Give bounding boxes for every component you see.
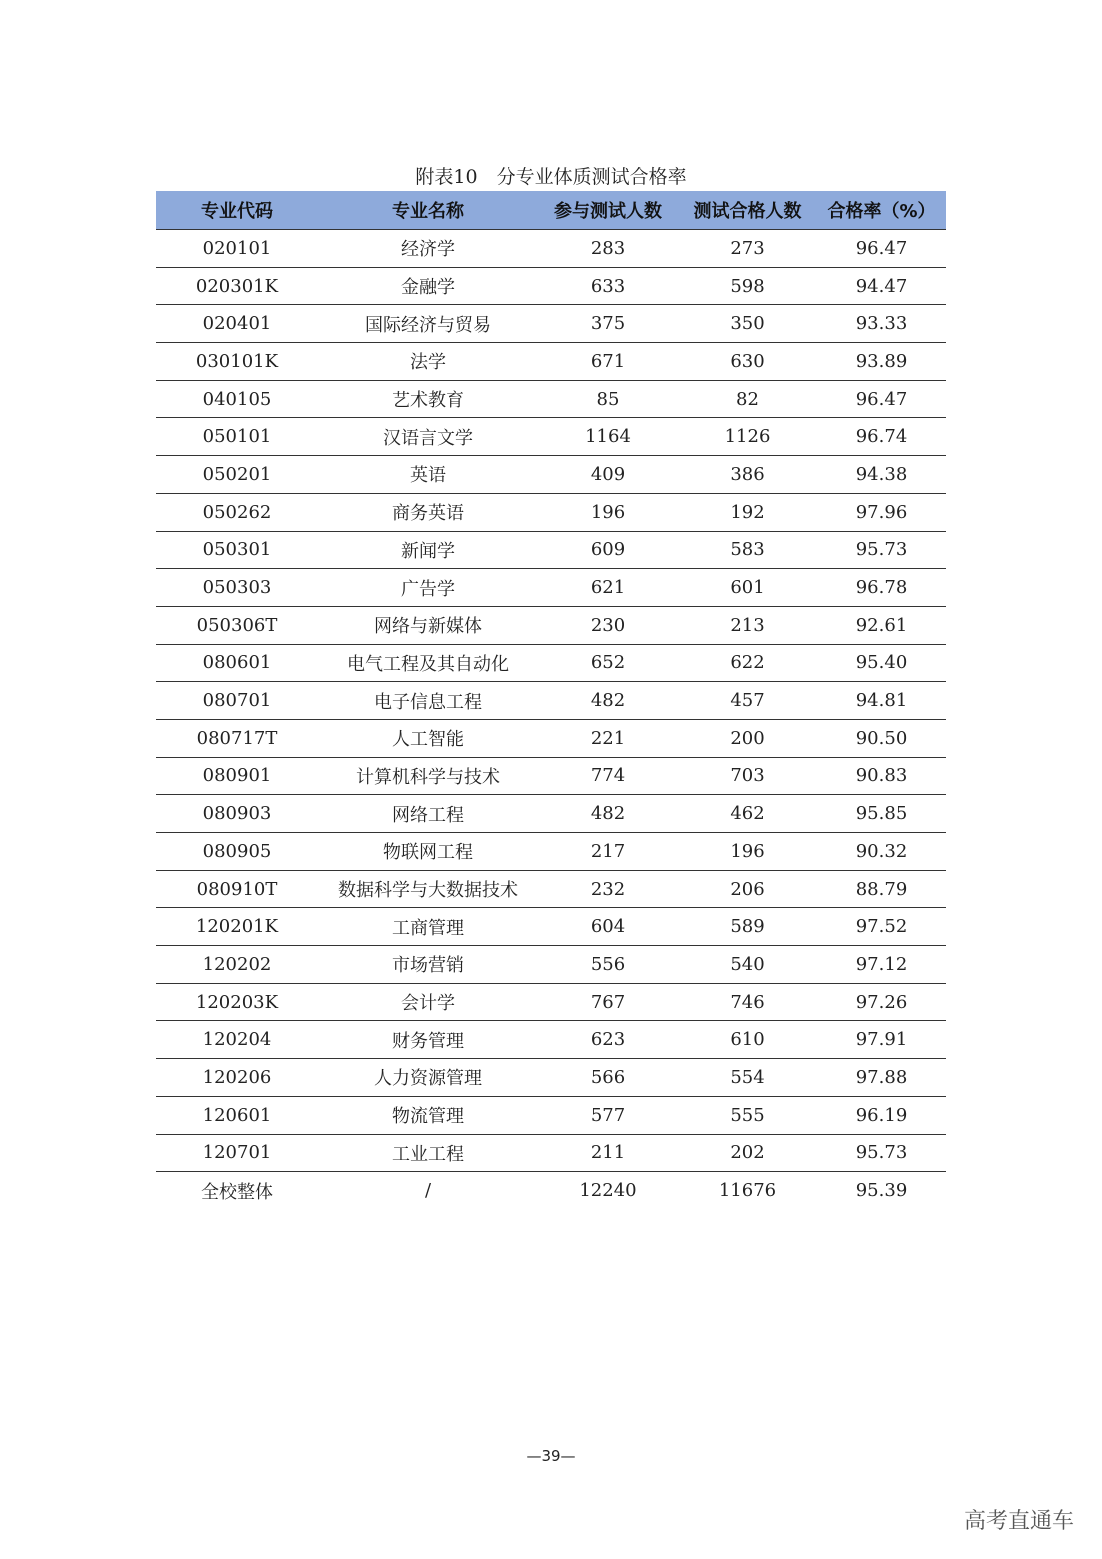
cell-major-name: 工商管理 — [318, 908, 538, 946]
cell-pass-rate: 95.85 — [817, 795, 946, 833]
cell-passed-count: 630 — [678, 343, 817, 381]
cell-major-code: 050101 — [156, 418, 318, 456]
cell-major-code: 120202 — [156, 946, 318, 984]
header-major-name: 专业名称 — [318, 191, 538, 230]
cell-major-code: 120206 — [156, 1059, 318, 1097]
table-row — [156, 493, 946, 531]
header-major-code: 专业代码 — [156, 191, 318, 230]
table-row — [156, 305, 946, 343]
table-row — [156, 757, 946, 795]
cell-pass-rate: 94.81 — [817, 682, 946, 720]
cell-tested-count: 217 — [538, 833, 678, 871]
cell-major-name: 金融学 — [318, 267, 538, 305]
cell-tested-count: 767 — [538, 983, 678, 1021]
table-row — [156, 983, 946, 1021]
cell-pass-rate: 97.12 — [817, 946, 946, 984]
table-row — [156, 1134, 946, 1172]
cell-passed-count: 273 — [678, 230, 817, 268]
cell-major-name: 电气工程及其自动化 — [318, 644, 538, 682]
cell-passed-count: 462 — [678, 795, 817, 833]
cell-tested-count: 12240 — [579, 1180, 637, 1202]
cell-passed-count: 540 — [678, 946, 817, 984]
cell-major-name: 广告学 — [318, 569, 538, 607]
table-row — [156, 1172, 946, 1209]
cell-passed-count: 350 — [678, 305, 817, 343]
cell-major-name: 国际经济与贸易 — [318, 305, 538, 343]
header-passed-count: 测试合格人数 — [678, 191, 817, 230]
cell-passed-count: 601 — [678, 569, 817, 607]
table-row — [156, 343, 946, 381]
cell-pass-rate: 93.89 — [817, 343, 946, 381]
cell-major-name: 会计学 — [318, 983, 538, 1021]
cell-major-code: 030101K — [156, 343, 318, 381]
cell-passed-count: 213 — [678, 606, 817, 644]
cell-major-name: 新闻学 — [318, 531, 538, 569]
cell-major-code: 120204 — [156, 1021, 318, 1059]
cell-tested-count: 621 — [538, 569, 678, 607]
cell-major-code: 020401 — [156, 305, 318, 343]
table-row — [156, 908, 946, 946]
table-row — [156, 644, 946, 682]
table-row — [156, 380, 946, 418]
table-row — [156, 569, 946, 607]
cell-major-code: 050201 — [156, 456, 318, 494]
cell-pass-rate: 95.73 — [817, 531, 946, 569]
cell-passed-count: 200 — [678, 719, 817, 757]
table-row — [156, 230, 946, 268]
cell-major-name: 人工智能 — [318, 719, 538, 757]
header-pass-rate: 合格率（%） — [817, 191, 946, 230]
cell-major-name: 艺术教育 — [318, 380, 538, 418]
cell-passed-count: 622 — [678, 644, 817, 682]
cell-passed-count: 82 — [678, 380, 817, 418]
cell-tested-count: 577 — [538, 1096, 678, 1134]
cell-major-code: 全校整体 — [201, 1181, 273, 1203]
cell-tested-count: 482 — [538, 682, 678, 720]
table-row — [156, 606, 946, 644]
table-row — [156, 833, 946, 871]
cell-major-code: 020101 — [156, 230, 318, 268]
cell-major-code: 080903 — [156, 795, 318, 833]
cell-tested-count: 774 — [538, 757, 678, 795]
cell-tested-count: 623 — [538, 1021, 678, 1059]
cell-pass-rate: 96.47 — [817, 380, 946, 418]
table-row — [156, 267, 946, 305]
table-row — [156, 531, 946, 569]
cell-major-code: 040105 — [156, 380, 318, 418]
cell-pass-rate: 97.96 — [817, 493, 946, 531]
cell-tested-count: 196 — [538, 493, 678, 531]
cell-major-name: 数据科学与大数据技术 — [318, 870, 538, 908]
cell-major-name: 市场营销 — [318, 946, 538, 984]
cell-major-code: 020301K — [156, 267, 318, 305]
cell-major-name: 网络与新媒体 — [318, 606, 538, 644]
cell-passed-count: 746 — [678, 983, 817, 1021]
table-row — [156, 1059, 946, 1097]
cell-major-name: 物流管理 — [318, 1096, 538, 1134]
table-row — [156, 682, 946, 720]
cell-passed-count: 11676 — [718, 1180, 777, 1202]
cell-major-code: 120701 — [156, 1134, 318, 1172]
cell-major-code: 050262 — [156, 493, 318, 531]
cell-major-code: 050301 — [156, 531, 318, 569]
cell-passed-count: 555 — [678, 1096, 817, 1134]
cell-major-name: 工业工程 — [318, 1134, 538, 1172]
cell-major-code: 120203K — [156, 983, 318, 1021]
header-tested-count: 参与测试人数 — [538, 191, 678, 230]
cell-major-name: 汉语言文学 — [318, 418, 538, 456]
cell-major-name: 法学 — [318, 343, 538, 381]
data-table — [156, 191, 946, 1209]
cell-passed-count: 703 — [678, 757, 817, 795]
table-row — [156, 946, 946, 984]
cell-tested-count: 652 — [538, 644, 678, 682]
cell-tested-count: 671 — [538, 343, 678, 381]
table-row — [156, 456, 946, 494]
cell-major-code: 120201K — [156, 908, 318, 946]
cell-pass-rate: 95.73 — [817, 1134, 946, 1172]
cell-pass-rate: 97.52 — [817, 908, 946, 946]
cell-pass-rate: 95.39 — [855, 1180, 908, 1202]
cell-major-code: 080717T — [156, 719, 318, 757]
cell-major-name: 计算机科学与技术 — [318, 757, 538, 795]
cell-pass-rate: 96.74 — [817, 418, 946, 456]
table-row — [156, 719, 946, 757]
cell-passed-count: 202 — [678, 1134, 817, 1172]
page-number: —39— — [526, 1447, 576, 1465]
cell-pass-rate: 96.78 — [817, 569, 946, 607]
cell-pass-rate: 97.26 — [817, 983, 946, 1021]
cell-major-code: 080601 — [156, 644, 318, 682]
cell-major-name: 物联网工程 — [318, 833, 538, 871]
cell-pass-rate: 96.19 — [817, 1096, 946, 1134]
table-row — [156, 795, 946, 833]
cell-major-name: 财务管理 — [318, 1021, 538, 1059]
cell-major-code: 120601 — [156, 1096, 318, 1134]
cell-tested-count: 633 — [538, 267, 678, 305]
cell-tested-count: 1164 — [538, 418, 678, 456]
cell-passed-count: 598 — [678, 267, 817, 305]
cell-passed-count: 610 — [678, 1021, 817, 1059]
cell-pass-rate: 90.32 — [817, 833, 946, 871]
cell-pass-rate: 90.50 — [817, 719, 946, 757]
table-title: 附表10 分专业体质测试合格率 — [415, 166, 687, 188]
cell-passed-count: 196 — [678, 833, 817, 871]
cell-pass-rate: 94.38 — [817, 456, 946, 494]
cell-tested-count: 556 — [538, 946, 678, 984]
cell-pass-rate: 95.40 — [817, 644, 946, 682]
cell-pass-rate: 93.33 — [817, 305, 946, 343]
cell-pass-rate: 96.47 — [817, 230, 946, 268]
cell-major-name: 英语 — [318, 456, 538, 494]
cell-major-name: 商务英语 — [318, 493, 538, 531]
cell-passed-count: 206 — [678, 870, 817, 908]
cell-tested-count: 85 — [538, 380, 678, 418]
cell-major-name: 经济学 — [318, 230, 538, 268]
cell-major-name: / — [424, 1180, 432, 1202]
cell-tested-count: 232 — [538, 870, 678, 908]
cell-passed-count: 457 — [678, 682, 817, 720]
cell-major-code: 080901 — [156, 757, 318, 795]
cell-passed-count: 1126 — [678, 418, 817, 456]
cell-pass-rate: 88.79 — [817, 870, 946, 908]
cell-passed-count: 589 — [678, 908, 817, 946]
cell-passed-count: 386 — [678, 456, 817, 494]
cell-major-name: 人力资源管理 — [318, 1059, 538, 1097]
cell-tested-count: 566 — [538, 1059, 678, 1097]
cell-pass-rate: 92.61 — [817, 606, 946, 644]
cell-tested-count: 482 — [538, 795, 678, 833]
cell-tested-count: 230 — [538, 606, 678, 644]
cell-pass-rate: 94.47 — [817, 267, 946, 305]
cell-tested-count: 375 — [538, 305, 678, 343]
cell-pass-rate: 90.83 — [817, 757, 946, 795]
cell-major-code: 050306T — [156, 606, 318, 644]
cell-passed-count: 583 — [678, 531, 817, 569]
cell-major-name: 网络工程 — [318, 795, 538, 833]
cell-tested-count: 609 — [538, 531, 678, 569]
cell-major-code: 080905 — [156, 833, 318, 871]
table-header-row — [156, 191, 946, 230]
cell-tested-count: 409 — [538, 456, 678, 494]
cell-tested-count: 221 — [538, 719, 678, 757]
table-row — [156, 418, 946, 456]
table-row — [156, 870, 946, 908]
cell-tested-count: 211 — [538, 1134, 678, 1172]
cell-pass-rate: 97.88 — [817, 1059, 946, 1097]
cell-major-name: 电子信息工程 — [318, 682, 538, 720]
cell-major-code: 050303 — [156, 569, 318, 607]
cell-pass-rate: 97.91 — [817, 1021, 946, 1059]
table-row — [156, 1096, 946, 1134]
cell-tested-count: 604 — [538, 908, 678, 946]
watermark-text: 高考直通车 — [963, 1509, 1074, 1534]
cell-major-code: 080701 — [156, 682, 318, 720]
cell-tested-count: 283 — [538, 230, 678, 268]
cell-passed-count: 554 — [678, 1059, 817, 1097]
table-row — [156, 1021, 946, 1059]
cell-passed-count: 192 — [678, 493, 817, 531]
cell-major-code: 080910T — [156, 870, 318, 908]
